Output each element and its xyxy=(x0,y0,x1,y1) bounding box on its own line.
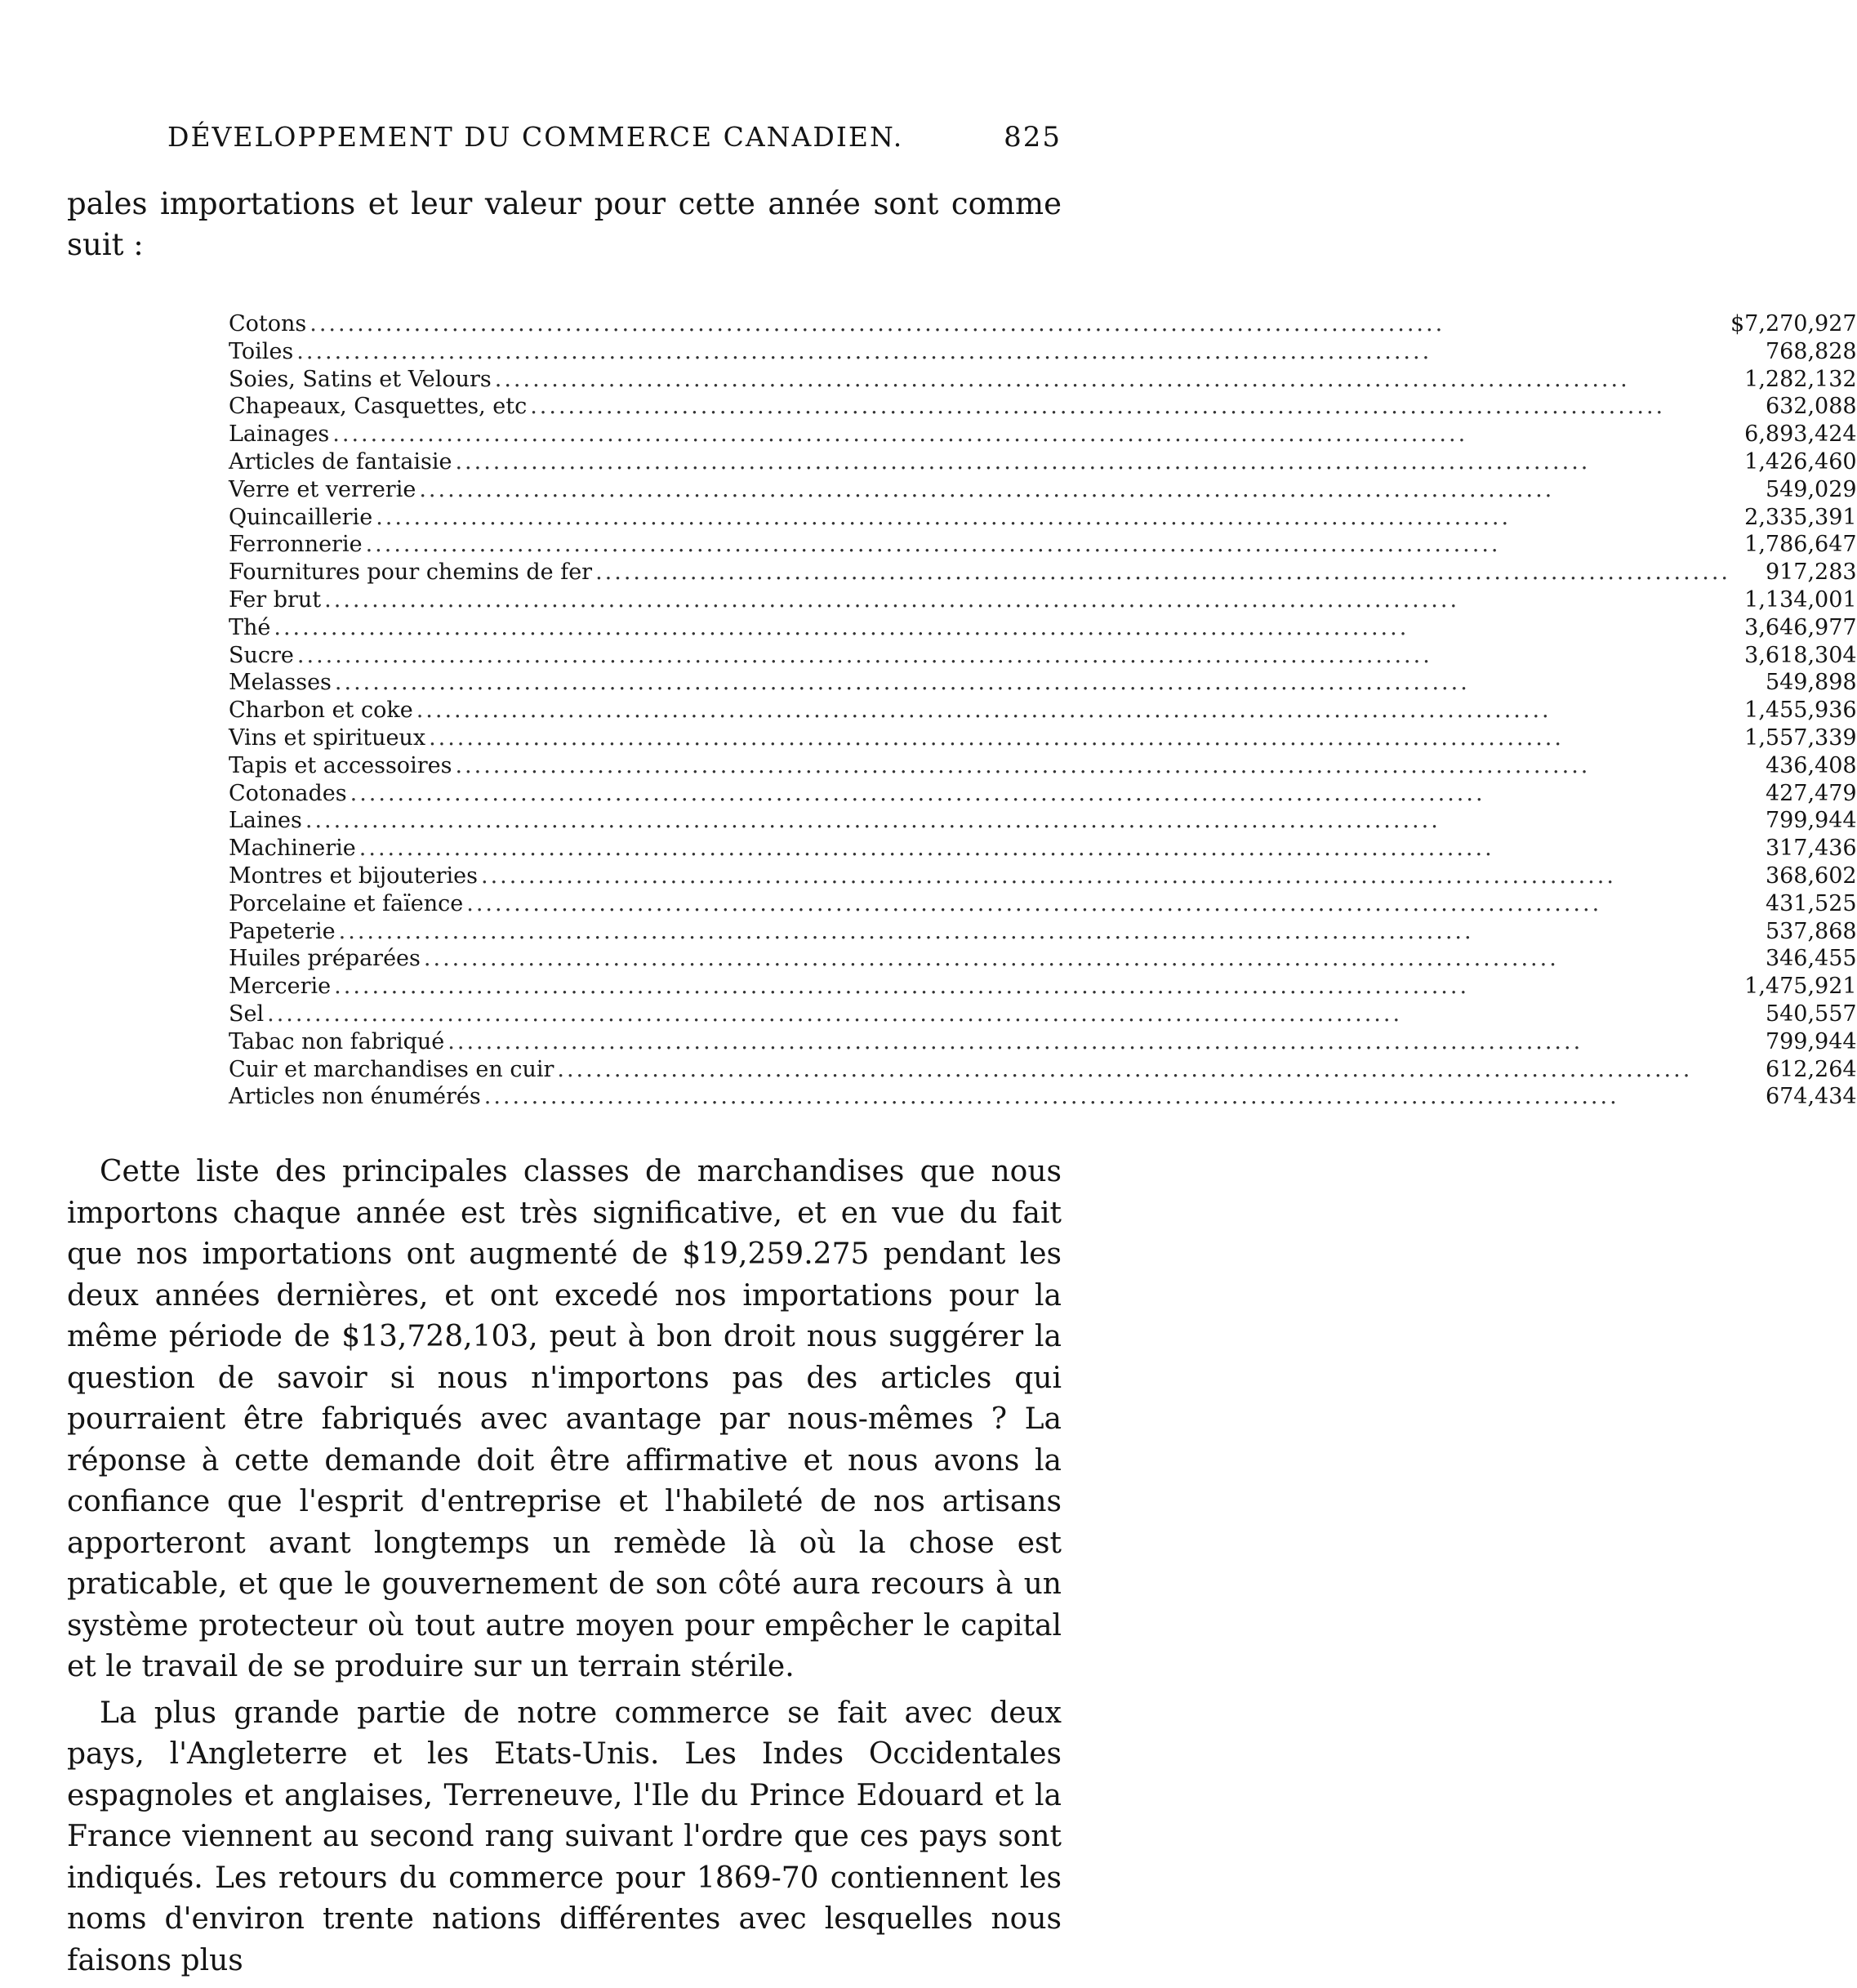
import-item-cell xyxy=(229,338,1730,366)
import-value: 1,786,647 xyxy=(1744,532,1857,558)
import-item-cell xyxy=(229,973,1730,1001)
import-item-label: Toiles xyxy=(229,339,296,364)
import-item-label: Cotonades xyxy=(229,781,350,806)
table-row xyxy=(229,559,1857,586)
import-item-label: Soies, Satins et Velours xyxy=(229,367,495,392)
import-item-cell xyxy=(229,1028,1730,1056)
table-row xyxy=(229,310,1857,338)
import-item-cell xyxy=(229,1001,1730,1028)
import-item-cell xyxy=(229,614,1730,642)
table-row xyxy=(229,1001,1857,1028)
leader-dots: ........................................................................................................................ xyxy=(455,448,1591,475)
import-item-label: Ferronnerie xyxy=(229,532,366,557)
import-item-label: Tapis et accessoires xyxy=(229,753,455,778)
import-value: 768,828 xyxy=(1765,338,1857,364)
import-item-cell xyxy=(229,669,1730,697)
table-row xyxy=(229,642,1857,670)
import-item-label: Sel xyxy=(229,1001,267,1027)
table-row xyxy=(229,531,1857,559)
import-value: 799,944 xyxy=(1765,808,1857,834)
leader-dots: ........................................................................................................................ xyxy=(376,504,1512,530)
import-item-cell xyxy=(229,1083,1730,1111)
page-number: 825 xyxy=(1004,121,1062,154)
leader-dots: ........................................................................................................................ xyxy=(483,1084,1619,1110)
import-value: 1,475,921 xyxy=(1744,974,1857,1000)
table-row xyxy=(229,366,1857,394)
import-value: $7,270,927 xyxy=(1730,311,1857,337)
leader-dots: ........................................................................................................................ xyxy=(419,476,1555,502)
import-item-label: Quincaillerie xyxy=(229,505,376,530)
leader-dots: ........................................................................................................................ xyxy=(455,752,1591,778)
import-value: 1,426,460 xyxy=(1744,448,1857,475)
table-row xyxy=(229,835,1857,863)
table-row xyxy=(229,393,1857,421)
import-item-cell xyxy=(229,642,1730,670)
import-value: 1,557,339 xyxy=(1744,724,1857,751)
import-item-label: Montres et bijouteries xyxy=(229,863,481,889)
leader-dots: ........................................................................................................................ xyxy=(448,1028,1583,1054)
table-row xyxy=(229,421,1857,448)
import-value: 436,408 xyxy=(1765,752,1857,778)
import-item-cell xyxy=(229,697,1730,724)
running-head-title: DÉVELOPPEMENT DU COMMERCE CANADIEN. xyxy=(167,121,904,153)
import-item-label: Tabac non fabriqué xyxy=(229,1029,448,1054)
import-value: 537,868 xyxy=(1765,918,1857,944)
leader-dots: ........................................................................................................................ xyxy=(358,836,1494,862)
import-item-label: Sucre xyxy=(229,643,297,668)
leader-dots: ........................................................................................................................ xyxy=(494,366,1630,392)
import-item-cell xyxy=(229,835,1730,863)
table-row xyxy=(229,669,1857,697)
import-value: 431,525 xyxy=(1765,890,1857,916)
leader-dots: ........................................................................................................................ xyxy=(530,394,1666,420)
import-item-label: Fournitures pour chemins de fer xyxy=(229,559,595,585)
import-value: 674,434 xyxy=(1765,1084,1857,1110)
import-value: 632,088 xyxy=(1765,394,1857,420)
import-item-label: Articles de fantaisie xyxy=(229,449,455,475)
import-item-cell xyxy=(229,421,1730,448)
leader-dots: ........................................................................................................................ xyxy=(466,890,1602,916)
import-item-cell xyxy=(229,752,1730,780)
import-item-label: Charbon et coke xyxy=(229,698,416,723)
imports-table xyxy=(229,310,1857,1111)
leader-dots: ........................................................................................................................ xyxy=(334,670,1470,696)
import-item-label: Cuir et marchandises en cuir xyxy=(229,1057,557,1082)
table-row xyxy=(229,918,1857,946)
table-row xyxy=(229,476,1857,504)
leader-dots: ........................................................................................................................ xyxy=(305,808,1441,834)
import-item-cell xyxy=(229,945,1730,973)
table-row xyxy=(229,1056,1857,1084)
intro-text: pales importations et leur valeur pour cette année sont comme suit : xyxy=(67,186,1062,262)
import-item-cell xyxy=(229,393,1730,421)
leader-dots: ........................................................................................................................ xyxy=(296,338,1432,364)
import-item-label: Articles non énumérés xyxy=(229,1084,484,1109)
table-row xyxy=(229,338,1857,366)
import-value: 1,134,001 xyxy=(1744,586,1857,613)
table-row xyxy=(229,504,1857,532)
import-item-label: Huiles préparées xyxy=(229,946,424,971)
import-item-label: Porcelaine et faïence xyxy=(229,891,466,916)
leader-dots: ........................................................................................................................ xyxy=(332,421,1468,448)
leader-dots: ........................................................................................................................ xyxy=(350,780,1485,806)
leader-dots: ........................................................................................................................ xyxy=(595,559,1730,586)
import-item-cell xyxy=(229,448,1730,476)
import-value: 1,282,132 xyxy=(1744,366,1857,392)
import-value: 540,557 xyxy=(1765,1001,1857,1027)
leader-dots: ........................................................................................................................ xyxy=(481,863,1616,889)
import-value: 2,335,391 xyxy=(1744,504,1857,530)
table-row xyxy=(229,614,1857,642)
leader-dots: ........................................................................................................................ xyxy=(324,586,1460,613)
import-value: 368,602 xyxy=(1765,863,1857,889)
table-row xyxy=(229,1083,1857,1111)
table-row xyxy=(229,586,1857,614)
leader-dots: ........................................................................................................................ xyxy=(296,642,1432,668)
import-item-label: Chapeaux, Casquettes, etc xyxy=(229,394,530,419)
import-value: 346,455 xyxy=(1765,946,1857,972)
leader-dots: ........................................................................................................................ xyxy=(310,311,1445,337)
import-item-cell xyxy=(229,531,1730,559)
import-item-label: Machinerie xyxy=(229,836,359,861)
import-item-label: Vins et spiritueux xyxy=(229,725,429,751)
running-head xyxy=(167,121,1062,162)
import-item-label: Cotons xyxy=(229,311,310,337)
import-item-cell xyxy=(229,586,1730,614)
leader-dots: ........................................................................................................................ xyxy=(267,1001,1403,1027)
import-item-cell xyxy=(229,1056,1730,1084)
table-row xyxy=(229,752,1857,780)
import-item-cell xyxy=(229,724,1730,752)
table-row xyxy=(229,780,1857,808)
import-item-label: Mercerie xyxy=(229,974,334,999)
import-item-label: Laines xyxy=(229,808,305,833)
import-value: 1,455,936 xyxy=(1744,698,1857,724)
import-item-cell xyxy=(229,366,1730,394)
body-text xyxy=(67,1152,1062,1986)
leader-dots: ........................................................................................................................ xyxy=(274,614,1409,640)
table-row xyxy=(229,1028,1857,1056)
table-row xyxy=(229,724,1857,752)
import-value: 3,646,977 xyxy=(1744,614,1857,640)
import-item-label: Papeterie xyxy=(229,919,339,944)
import-item-label: Fer brut xyxy=(229,587,324,613)
import-item-label: Thé xyxy=(229,615,274,640)
import-value: 549,898 xyxy=(1765,670,1857,696)
leader-dots: ........................................................................................................................ xyxy=(429,724,1564,751)
import-value: 917,283 xyxy=(1765,559,1857,586)
leader-dots: ........................................................................................................................ xyxy=(365,532,1501,558)
import-value: 799,944 xyxy=(1765,1028,1857,1054)
table-row xyxy=(229,697,1857,724)
import-value: 612,264 xyxy=(1765,1056,1857,1082)
leader-dots: ........................................................................................................................ xyxy=(423,946,1559,972)
import-item-cell xyxy=(229,807,1730,835)
leader-dots: ........................................................................................................................ xyxy=(338,918,1474,944)
table-row xyxy=(229,945,1857,973)
leader-dots: ........................................................................................................................ xyxy=(334,974,1470,1000)
import-item-cell xyxy=(229,504,1730,532)
import-item-cell xyxy=(229,559,1730,586)
table-row xyxy=(229,973,1857,1001)
import-item-cell xyxy=(229,780,1730,808)
paragraph-analysis: Cette liste des principales classes de marchandises que nous importons chaque année est très significative, et en vue du fait que nos importations ont augmenté de $19,259.275 pendant les deux années dernières, et ont excedé nos importations pour la même période de $13,728,103, peut à bon droit nous suggérer la question de savoir si nous n'importons pas des articles qui pourraient être fabriqués avec avantage par nous-mêmes ? La réponse à cette demande doit être affirmative et nous avons la confiance que l'esprit d'entreprise et l'habileté de nos artisans apporteront avant longtemps un remède là où la chose est praticable, et que le gouvernement de son côté aura recours à un système protecteur où tout autre moyen pour empêcher le capital et le travail de se produire sur un terrain stérile. xyxy=(67,1155,1062,1683)
table-row xyxy=(229,807,1857,835)
leader-dots: ........................................................................................................................ xyxy=(416,698,1552,724)
import-item-cell xyxy=(229,476,1730,504)
import-value: 317,436 xyxy=(1765,836,1857,862)
import-item-label: Lainages xyxy=(229,421,332,447)
import-item-label: Melasses xyxy=(229,670,335,695)
import-value: 3,618,304 xyxy=(1744,642,1857,668)
import-item-cell xyxy=(229,310,1730,338)
import-value: 549,029 xyxy=(1765,476,1857,502)
import-item-cell xyxy=(229,890,1730,918)
table-row xyxy=(229,890,1857,918)
import-item-label: Verre et verrerie xyxy=(229,477,419,502)
table-row xyxy=(229,448,1857,476)
paragraph-trade-partners: La plus grande partie de notre commerce se fait avec deux pays, l'Angleterre et les Etats-Unis. Les Indes Occidentales espagnoles et anglaises, Terreneuve, l'Ile du Prince Edouard et la France viennent au second rang suivant l'ordre que ces pays sont indiqués. Les retours du commerce pour 1869-70 contiennent les noms d'environ trente nations différentes avec lesquelles nous faisons plus xyxy=(67,1696,1062,1977)
leader-dots: ........................................................................................................................ xyxy=(557,1056,1693,1082)
import-item-cell xyxy=(229,918,1730,946)
table-row xyxy=(229,863,1857,890)
import-item-cell xyxy=(229,863,1730,890)
import-value: 427,479 xyxy=(1765,780,1857,806)
import-value: 6,893,424 xyxy=(1744,421,1857,448)
